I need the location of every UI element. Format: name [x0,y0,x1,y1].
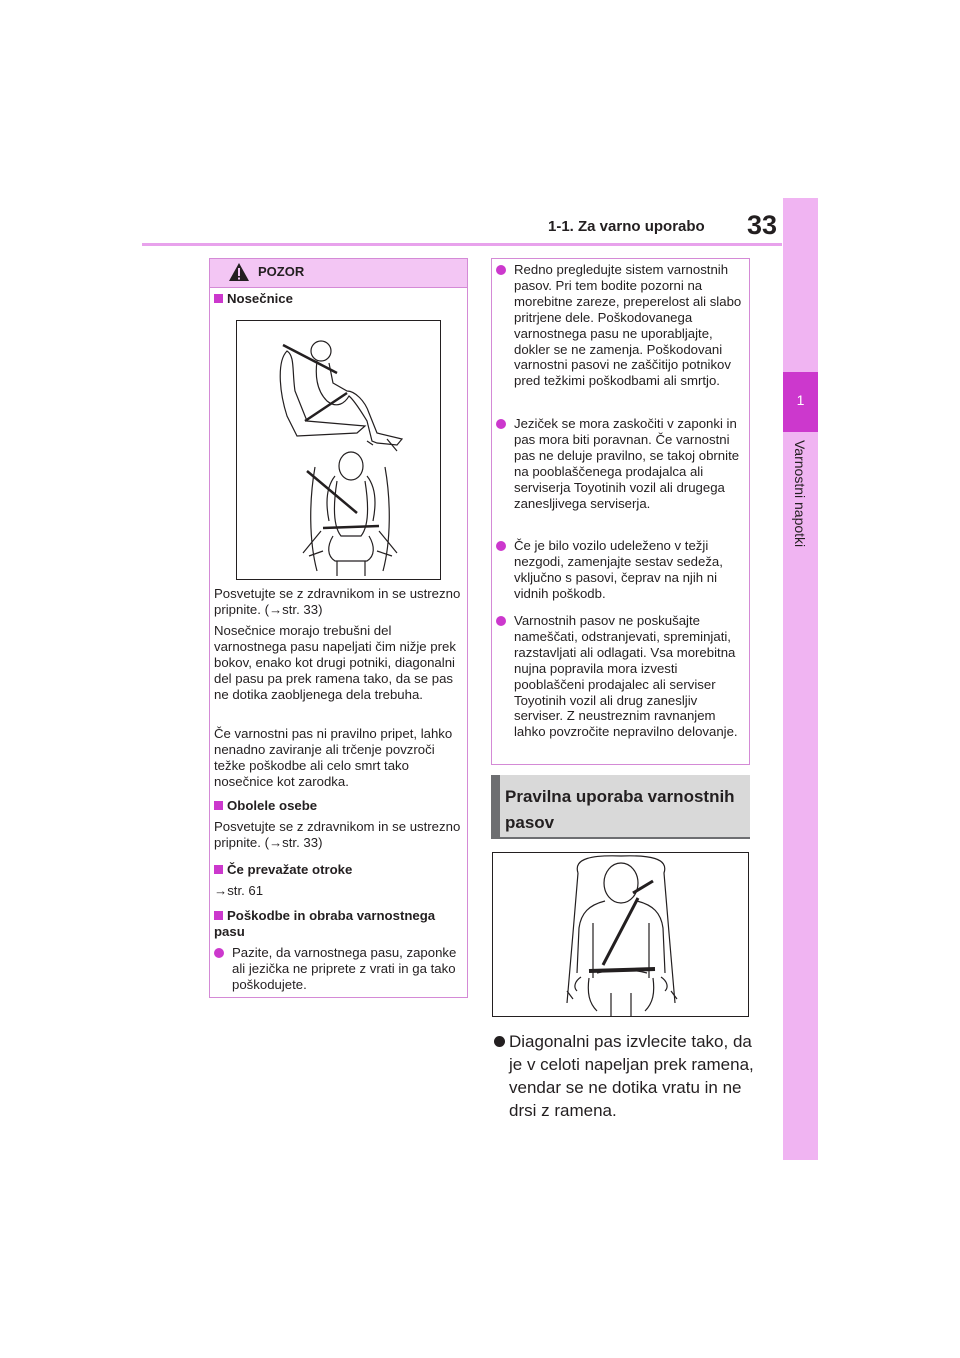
bullet-item [496,538,746,604]
subheading-text: Če prevažate otroke [227,862,353,877]
bullet-item [496,416,746,531]
chapter-number: 1 [796,392,805,408]
bullet-item [496,262,746,412]
round-bullet-icon [214,948,224,958]
square-bullet-icon [214,801,223,810]
bullet-text: Če je bilo vozilo udeleženo v težji nezgodi, zamenjajte sestav sedeža, vključno s pasovi, čeprav na njih ni vidnih poškodb. [514,538,723,601]
section-title: 1-1. Za varno uporabo [548,218,705,235]
page-reference-link[interactable]: →str. 61 [214,883,264,898]
subheading-text: Poškodbe in obraba varnostnega pasu [214,908,436,939]
subheading-ill [214,798,317,814]
subheading-text: Nosečnice [227,291,293,306]
pregnant-seatbelt-illustration [236,320,441,580]
square-bullet-icon [214,865,223,874]
round-bullet-icon [496,419,506,429]
correct-seatbelt-illustration [492,852,749,1017]
chapter-label: Varnostni napotki [792,440,808,548]
correct-seatbelt-drawing [493,853,748,1016]
pregnant-seatbelt-drawing [237,321,440,579]
bullet-text: Diagonalni pas izvlecite tako, da je v celoti napeljan prek ramena, vendar se ne dotika vratu in ne drsi z ramena. [509,1032,754,1120]
round-bullet-icon [496,541,506,551]
bullet-text: Varnostnih pasov ne poskušajte nameščati, odstranjevati, spreminjati, razstavljati ali odlagati. Vsa morebitna nujna popravila mora izvesti pooblaščeni prodajalec ali serviser Toyotinih vozil ali drug zanesljiv serviser. Z neustreznim ravnanjem lahko povzročite nepravilno delovanje. [514,613,738,740]
section-heading: Pravilna uporaba varnostnih pasov [505,787,735,832]
round-bullet-icon [496,265,506,275]
square-bullet-icon [214,294,223,303]
paragraph-pregnant-2: Nosečnice morajo trebušni del varnostnega pasu napeljati čim nižje prek bokov, enako kot drugi potniki, diagonalni del pasu pa prek ramena tako, da se pas ne dotika zaobljenega dela trebuha. [214,623,456,702]
subheading-text: Obolele osebe [227,798,318,813]
subheading-pregnant [214,291,293,307]
bullet-item [496,613,746,761]
subheading-damage [214,908,464,940]
header-rule [142,243,782,246]
square-bullet-icon [214,911,223,920]
page-number: 33 [747,210,778,240]
bullet-text: Redno pregledujte sistem varnostnih pasov. Pri tem bodite pozorni na morebitne zareze, preperelost ali slabo pritrjene dele. Poškodovanega varnostnega pasu ne uporabljajte, dokler se ne zamenja. Poškodovani varnostni pasovi ne zaščitijo potnikov pred težkimi poškodbami ali smrtjo. [514,262,742,389]
section-heading-rule [491,837,750,839]
bullet-item-large [494,1030,759,1125]
subheading-children [214,862,352,878]
bullet-item [214,945,466,993]
round-bullet-icon [496,616,506,626]
section-heading-bar [491,775,500,837]
warning-title: POZOR [258,264,305,279]
round-bullet-icon [494,1036,505,1047]
bullet-text: Jeziček se mora zaskočiti v zaponki in pas mora biti poravnan. Če varnostni pas ne deluje pravilno, se takoj obrnite na pooblaščenega prodajalca ali serviserja Toyotinih vozil ali drugega zanesljivega serviserja. [514,416,740,511]
paragraph-ill: Posvetujte se z zdravnikom in se ustrezno pripnite. (→str. 33) [214,819,461,850]
side-tab-strip [783,198,818,1160]
warning-triangle-icon [228,262,250,282]
paragraph-pregnant-1: Posvetujte se z zdravnikom in se ustrezno pripnite. (→str. 33) [214,586,461,617]
warning-header-rule [210,287,467,288]
bullet-text: Pazite, da varnostnega pasu, zaponke ali jezička ne priprete z vrati in ga tako poškodujete. [232,945,457,992]
paragraph-pregnant-3: Če varnostni pas ni pravilno pripet, lahko nenadno zaviranje ali trčenje povzroči težke poškodbe ali celo smrt tako nosečnice kot zarodka. [214,726,453,789]
